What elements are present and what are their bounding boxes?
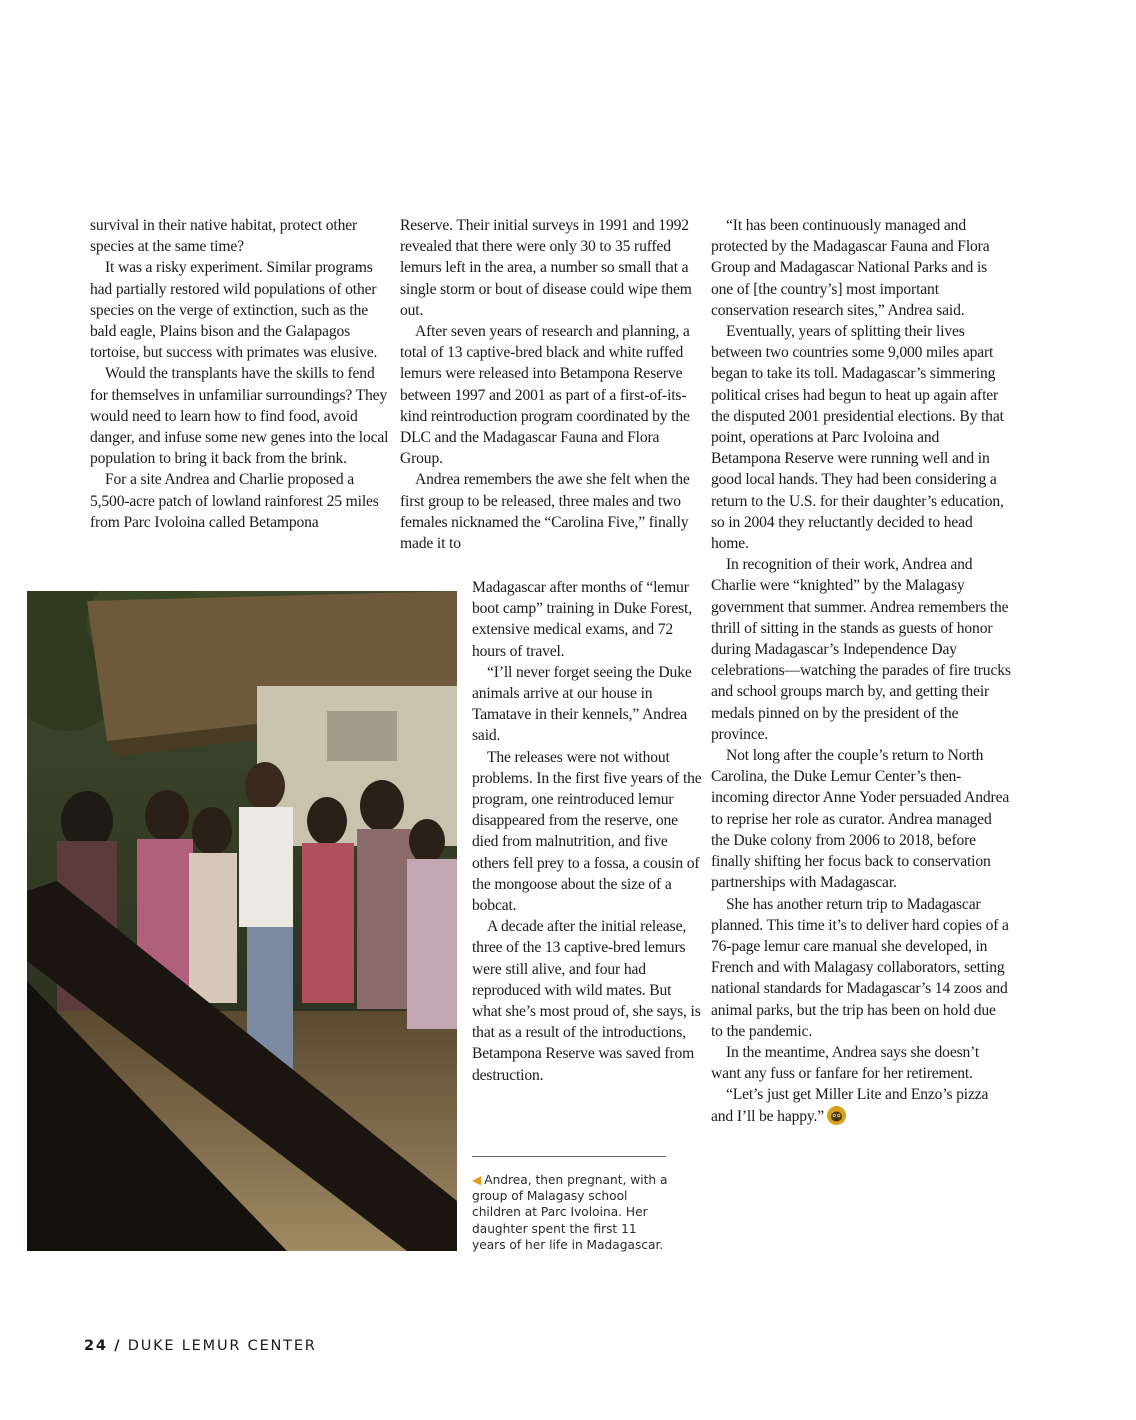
footer-separator: / xyxy=(114,1338,122,1354)
article-column-2-top xyxy=(400,215,705,554)
paragraph: After seven years of research and planning, a total of 13 captive-bred black and white ruffed lemurs were released into Betampona Reserve between 1997 and 2001 as part of a first-of-its-kind reintroduction program coordinated by the DLC and the Madagascar Fauna and Flora Group. xyxy=(400,323,690,468)
paragraph: She has another return trip to Madagascar planned. This time it’s to deliver hard copies of a 76-page lemur care manual she developed, in French and with Malagasy collaborators, setting national standards for Madagascar’s 14 zoos and animal parks, but the trip has been on hold due to the pandemic. xyxy=(711,895,1009,1040)
paragraph: For a site Andrea and Charlie proposed a 5,500-acre patch of lowland rainforest 25 miles from Parc Ivoloina called Betampona xyxy=(90,471,379,531)
publication-name: DUKE LEMUR CENTER xyxy=(127,1338,317,1354)
paragraph: Reserve. Their initial surveys in 1991 and 1992 revealed that there were only 30 to 35 ruffed lemurs left in the area, a number so small that a single storm or bout of disease could wipe them out. xyxy=(400,217,692,319)
paragraph: Not long after the couple’s return to North Carolina, the Duke Lemur Center’s then-incoming director Anne Yoder persuaded Andrea to reprise her role as curator. Andrea managed the Duke colony from 2006 to 2018, before finally shifting her focus back to conservation partnerships with Madagascar. xyxy=(711,747,1010,892)
article-photo xyxy=(27,591,457,1251)
caption-text: Andrea, then pregnant, with a group of Malagasy school children at Parc Ivoloina. Her daughter spent the first 11 years of her life in Madagascar. xyxy=(472,1173,668,1252)
article-column-3 xyxy=(711,215,1011,1127)
page-number: 24 xyxy=(84,1338,108,1354)
paragraph: Eventually, years of splitting their lives between two countries some 9,000 miles apart began to take its toll. Madagascar’s simmering political crises had begun to heat up again after the disputed 2001 presidential elections. By that point, operations at Parc Ivoloina and Betampona Reserve were running well and in good local hands. They had been considering a return to the U.S. for their daughter’s education, so in 2004 they reluctantly decided to head home. xyxy=(711,323,1004,553)
closing-paragraph xyxy=(711,1084,1011,1126)
photo-caption xyxy=(472,1172,672,1253)
paragraph: It was a risky experiment. Similar programs had partially restored wild populations of other species on the verge of extinction, such as the bald eagle, Plains bison and the Galapagos tortoise, but success with primates was elusive. xyxy=(90,259,378,362)
page-footer xyxy=(84,1338,317,1354)
paragraph: Andrea remembers the awe she felt when the first group to be released, three males and two females nicknamed the “Carolina Five,” finally made it to xyxy=(400,471,690,553)
photo-illustration xyxy=(27,591,457,1251)
triangle-left-icon: ◀ xyxy=(472,1173,482,1187)
article-column-2-bottom xyxy=(472,577,704,1086)
lemur-logo-icon xyxy=(827,1106,846,1125)
paragraph: “It has been continuously managed and protected by the Madagascar Fauna and Flora Group and Madagascar National Parks and is one of [the country’s] most important conservation research sites,” Andrea said. xyxy=(711,217,990,319)
paragraph: In the meantime, Andrea says she doesn’t want any fuss or fanfare for her retirement. xyxy=(711,1043,980,1083)
paragraph: Madagascar after months of “lemur boot camp” training in Duke Forest, extensive medical exams, and 72 hours of travel. xyxy=(472,579,692,660)
paragraph: Would the transplants have the skills to fend for themselves in unfamiliar surroundings? They would need to learn how to find food, avoid danger, and infuse some new genes into the local population to bring it back from the brink. xyxy=(90,365,389,468)
paragraph: The releases were not without problems. In the first five years of the program, one reintroduced lemur disappeared from the reserve, one died from malnutrition, and five others fell prey to a fossa, a cousin of the mongoose about the size of a bobcat. xyxy=(472,748,702,915)
article-column-1 xyxy=(90,215,390,533)
paragraph: survival in their native habitat, protect other species at the same time? xyxy=(90,217,358,256)
closing-quote: “Let’s just get Miller Lite and Enzo’s pizza and I’ll be happy.” xyxy=(711,1086,989,1125)
caption-divider xyxy=(472,1156,666,1157)
paragraph: In recognition of their work, Andrea and Charlie were “knighted” by the Malagasy government that summer. Andrea remembers the thrill of sitting in the stands as guests of honor during Madagascar’s Independence Day celebrations—watching the parades of fire trucks and school groups march by, and getting their medals pinned on by the president of the province. xyxy=(711,556,1011,743)
paragraph: A decade after the initial release, three of the 13 captive-bred lemurs were still alive, and four had reproduced with wild mates. But what she’s most proud of, she says, is that as a result of the introductions, Betampona Reserve was saved from destruction. xyxy=(472,918,701,1084)
paragraph: “I’ll never forget seeing the Duke animals arrive at our house in Tamatave in their kennels,” Andrea said. xyxy=(472,663,692,745)
